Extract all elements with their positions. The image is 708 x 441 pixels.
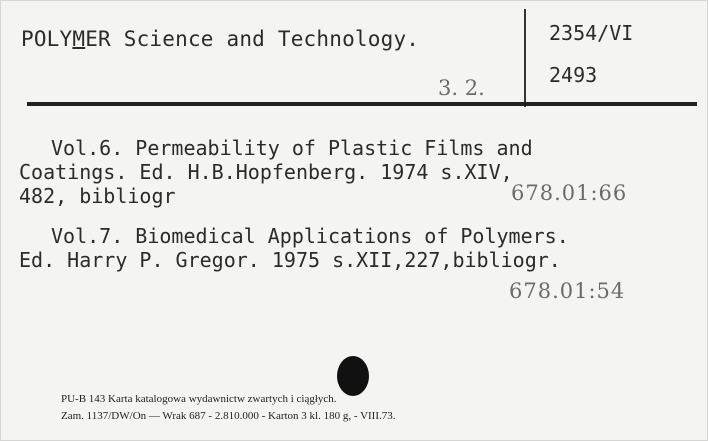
card-title: POLYMER Science and Technology. bbox=[21, 27, 420, 51]
title-underlined-letter: M bbox=[72, 27, 86, 51]
vertical-rule bbox=[524, 9, 526, 107]
handwritten-number: 3. 2. bbox=[438, 76, 485, 100]
entry-2-classification: 678.01:54 bbox=[509, 279, 626, 303]
entry-1-line-3: 482, bibliogr bbox=[19, 184, 176, 208]
accession-number: 2493 bbox=[549, 63, 598, 87]
entry-2-line-1: Vol.7. Biomedical Applications of Polymers. bbox=[51, 224, 569, 248]
punch-hole bbox=[337, 356, 369, 396]
entry-2-line-2: Ed. Harry P. Gregor. 1975 s.XII,227,bibliogr. bbox=[19, 248, 561, 272]
entry-1-line-1: Vol.6. Permeability of Plastic Films and bbox=[51, 136, 533, 160]
footer-line-2: Zam. 1137/DW/On — Wrak 687 - 2.810.000 - Karton 3 kl. 180 g, - VIII.73. bbox=[61, 410, 396, 422]
entry-1-classification: 678.01:66 bbox=[511, 181, 628, 205]
shelf-mark: 2354/VI bbox=[549, 21, 634, 45]
entry-1-line-2: Coatings. Ed. H.B.Hopfenberg. 1974 s.XIV, bbox=[19, 160, 513, 184]
header-rule bbox=[27, 102, 697, 106]
footer-line-1: PU-B 143 Karta katalogowa wydawnictw zwartych i ciągłych. bbox=[61, 393, 337, 405]
